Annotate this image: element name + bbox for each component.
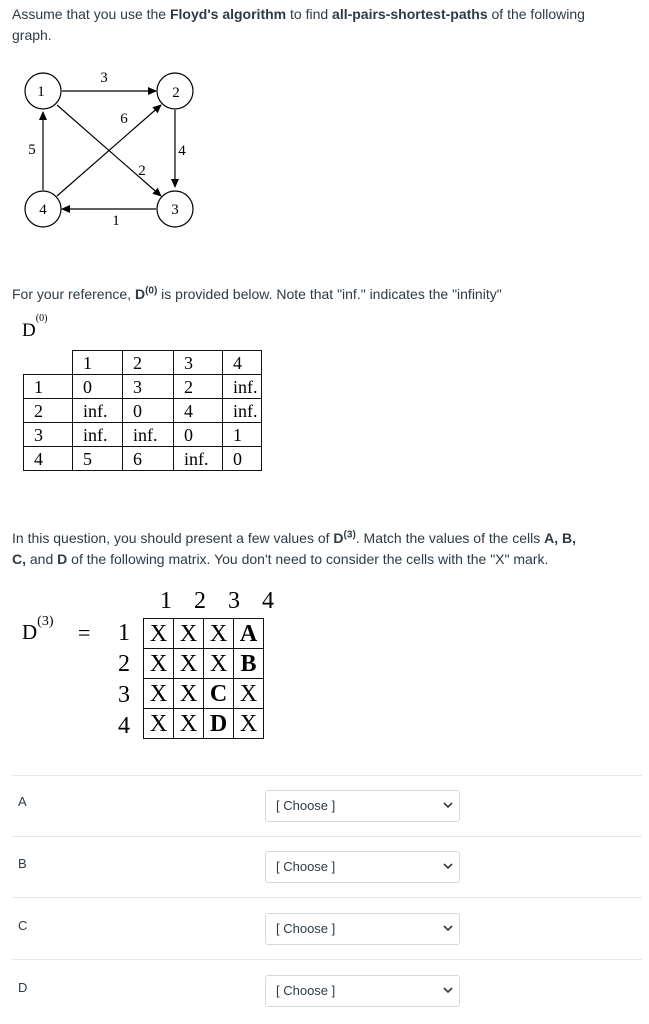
d3-cell: X	[204, 619, 234, 649]
d0-row-header: 4	[24, 447, 73, 471]
d0-cell: 3	[123, 375, 174, 399]
d0-cell: inf.	[73, 423, 123, 447]
d3-cell-b: B	[234, 649, 264, 679]
d0-col-header: 2	[123, 351, 174, 375]
answer-select-a[interactable]	[265, 790, 460, 822]
d0-cell: inf.	[223, 375, 262, 399]
select-value: [ Choose ]	[276, 921, 336, 936]
answer-select-d[interactable]	[265, 975, 460, 1007]
d0-matrix	[23, 350, 262, 471]
d0-row-header: 1	[24, 375, 73, 399]
edge-1-2-weight: 3	[100, 70, 108, 86]
d0-title: $D^{(0)}$	[22, 312, 48, 341]
edge-4-2-weight: 6	[120, 111, 128, 127]
d3-cell: X	[204, 649, 234, 679]
d0-cell: 0	[174, 423, 223, 447]
node-1-label: 1	[37, 84, 45, 100]
chevron-down-icon	[443, 801, 453, 809]
d3-cell: X	[144, 709, 174, 739]
d0-col-header: 4	[223, 351, 262, 375]
d3-title: $D^{(3)}$	[22, 614, 54, 644]
reference-text: For your reference, $D^{(0)}$ is provided below. Note that "inf." indicates the "infinity"	[12, 285, 502, 302]
d3-cell: X	[234, 709, 264, 739]
d3-row-header: 2	[118, 651, 130, 677]
d3-row	[144, 709, 264, 739]
d0-cell: 2	[174, 375, 223, 399]
d3-cell-a: A	[234, 619, 264, 649]
d3-row	[144, 649, 264, 679]
instruction-text: In this question, you should present a few values of $D^{(3)}$. Match the values of the cells A, B, C, and D of the following matrix. You don't need to consider the cells with the "X" mark.	[12, 529, 576, 567]
d3-col-header: 2	[194, 588, 206, 614]
d0-cell: 6	[123, 447, 174, 471]
d3-col-header: 3	[228, 588, 240, 614]
d0-cell: inf.	[223, 399, 262, 423]
answer-row-d	[12, 959, 642, 1021]
d0-col-header: 1	[73, 351, 123, 375]
d0-cell: inf.	[123, 423, 174, 447]
d3-column-headers	[149, 588, 285, 615]
d3-row-header: 4	[118, 713, 130, 739]
d3-cell: X	[174, 649, 204, 679]
d0-row	[24, 447, 262, 471]
d0-cell: 5	[73, 447, 123, 471]
graph-diagram	[16, 62, 216, 234]
d0-cell: 4	[174, 399, 223, 423]
d3-cell: X	[174, 619, 204, 649]
edge-2-3-weight: 4	[178, 143, 186, 159]
node-4-label: 4	[39, 202, 47, 218]
d0-header-row	[24, 351, 262, 375]
edge-4-1-weight: 5	[28, 142, 36, 158]
node-2-label: 2	[172, 85, 180, 101]
chevron-down-icon	[443, 862, 453, 870]
d0-cell: 0	[223, 447, 262, 471]
d3-col-header: 4	[262, 588, 274, 614]
answer-label: C	[18, 918, 28, 933]
d0-cell: inf.	[174, 447, 223, 471]
d3-col-header: 1	[160, 588, 172, 614]
d3-row-headers	[118, 618, 130, 742]
d0-row	[24, 375, 262, 399]
answer-row-c	[12, 897, 642, 959]
d0-cell: 1	[223, 423, 262, 447]
d3-matrix	[143, 618, 264, 739]
d3-cell-c: C	[204, 679, 234, 709]
d3-cell: X	[234, 679, 264, 709]
question-text: Assume that you use the Floyd's algorithm to find all-pairs-shortest-paths of the following graph.	[12, 6, 585, 43]
d0-col-header: 3	[174, 351, 223, 375]
select-value: [ Choose ]	[276, 798, 336, 813]
d3-cell-d: D	[204, 709, 234, 739]
d3-cell: X	[174, 709, 204, 739]
d0-row-header: 2	[24, 399, 73, 423]
answer-select-c[interactable]	[265, 913, 460, 945]
answer-label: A	[18, 794, 27, 809]
node-3-label: 3	[171, 202, 179, 218]
d3-row	[144, 679, 264, 709]
answer-label: D	[18, 980, 28, 995]
d0-cell: inf.	[73, 399, 123, 423]
chevron-down-icon	[443, 986, 453, 994]
d3-cell: X	[174, 679, 204, 709]
d3-cell: X	[144, 619, 174, 649]
d0-row	[24, 423, 262, 447]
d3-cell: X	[144, 679, 174, 709]
d0-row	[24, 399, 262, 423]
answer-select-b[interactable]	[265, 851, 460, 883]
equals-sign: =	[78, 620, 91, 645]
d0-row-header: 3	[24, 423, 73, 447]
answer-row-a	[12, 775, 642, 837]
d3-cell: X	[144, 649, 174, 679]
d3-row	[144, 619, 264, 649]
edge-1-3-weight: 2	[138, 163, 146, 179]
edge-3-4-weight: 1	[112, 213, 120, 229]
d0-cell: 0	[123, 399, 174, 423]
select-value: [ Choose ]	[276, 983, 336, 998]
answer-row-b	[12, 836, 642, 898]
d3-row-header: 3	[118, 682, 130, 708]
d3-row-header: 1	[118, 620, 130, 646]
chevron-down-icon	[443, 924, 453, 932]
answer-label: B	[18, 856, 27, 871]
select-value: [ Choose ]	[276, 859, 336, 874]
d0-cell: 0	[73, 375, 123, 399]
